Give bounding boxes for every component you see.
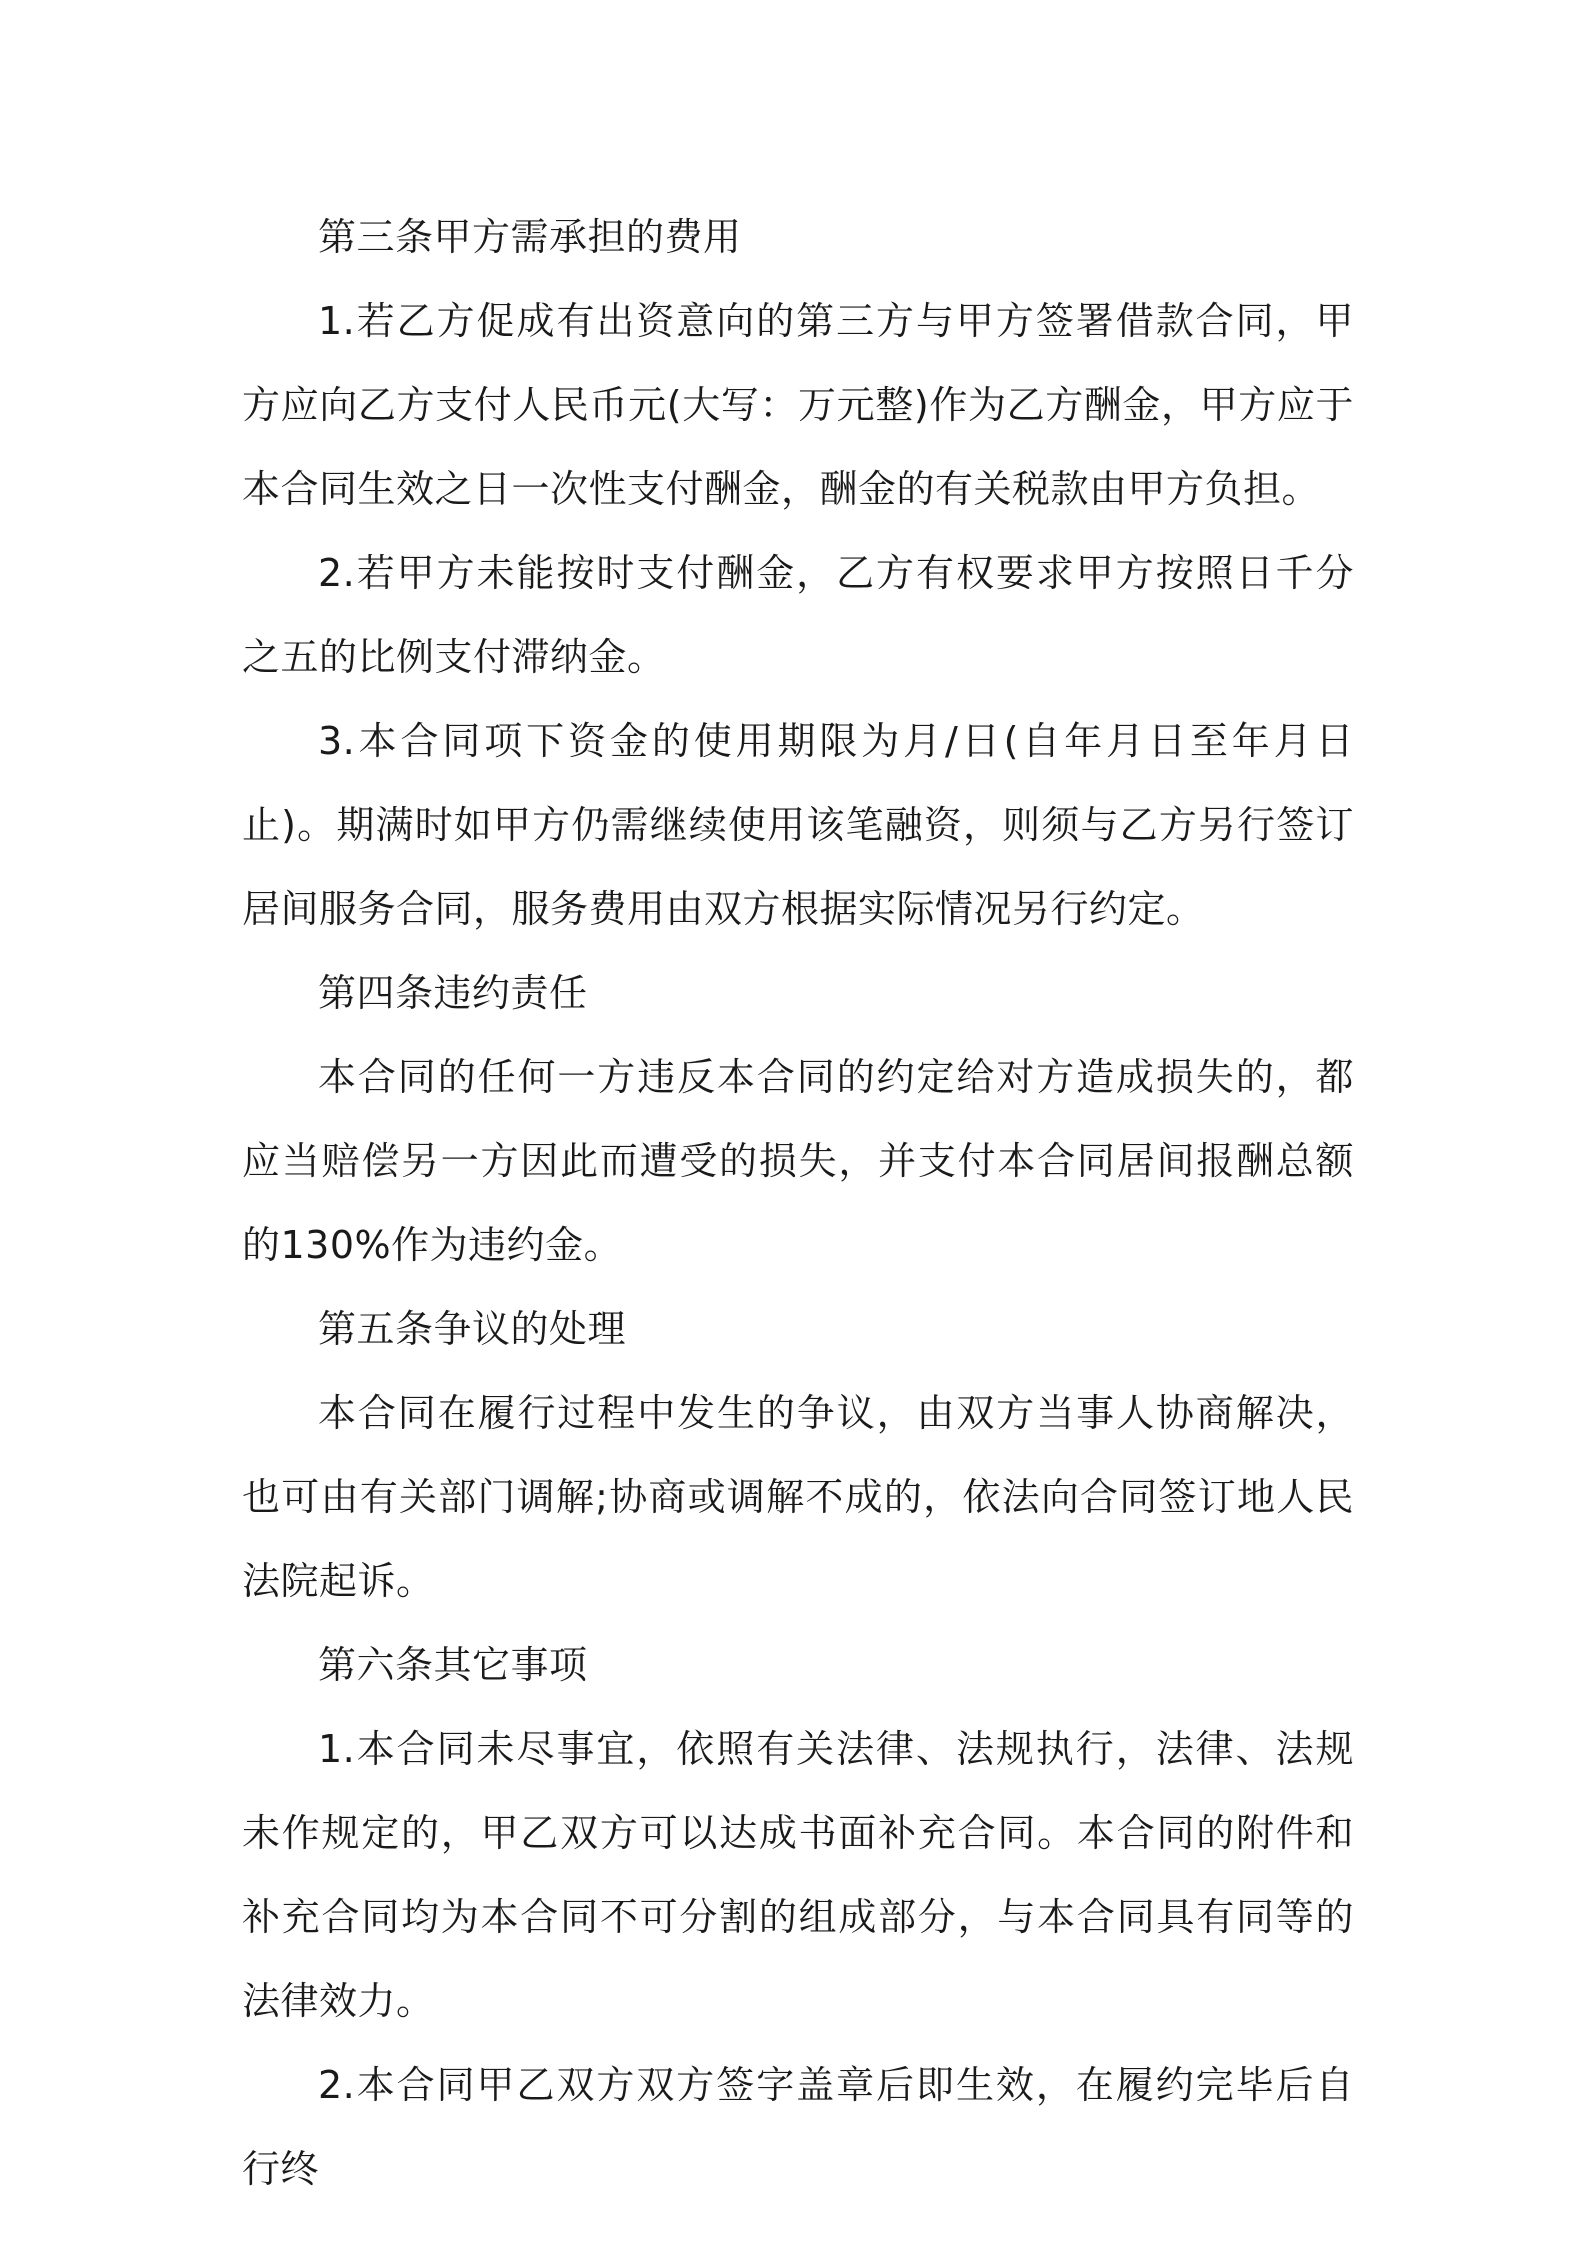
clause-6-1: 1.本合同未尽事宜，依照有关法律、法规执行，法律、法规未作规定的，甲乙双方可以达成书面补充合同。本合同的附件和补充合同均为本合同不可分割的组成部分，与本合同具有同等的法律效力。 [242,1727,1354,2023]
clause-3-3: 3.本合同项下资金的使用期限为月/日(自年月日至年月日止)。期满时如甲方仍需继续使用该笔融资，则须与乙方另行签订居间服务合同，服务费用由双方根据实际情况另行约定。 [242,719,1354,931]
clause-6-2: 2.本合同甲乙双方双方签字盖章后即生效，在履约完毕后自行终 [242,2063,1354,2191]
clause-3-2: 2.若甲方未能按时支付酬金，乙方有权要求甲方按照日千分之五的比例支付滞纳金。 [242,551,1354,679]
heading-article-5: 第五条争议的处理 [318,1307,627,1351]
heading-article-3: 第三条甲方需承担的费用 [318,215,742,259]
heading-article-6: 第六条其它事项 [318,1643,588,1687]
document-page [242,195,1354,2211]
clause-4: 本合同的任何一方违反本合同的约定给对方造成损失的，都应当赔偿另一方因此而遭受的损失，并支付本合同居间报酬总额的130%作为违约金。 [242,1055,1354,1267]
clause-5: 本合同在履行过程中发生的争议，由双方当事人协商解决，也可由有关部门调解;协商或调解不成的，依法向合同签订地人民法院起诉。 [242,1391,1354,1603]
clause-3-1: 1.若乙方促成有出资意向的第三方与甲方签署借款合同，甲方应向乙方支付人民币元(大写：万元整)作为乙方酬金，甲方应于本合同生效之日一次性支付酬金，酬金的有关税款由甲方负担。 [242,299,1354,511]
heading-article-4: 第四条违约责任 [318,971,588,1015]
